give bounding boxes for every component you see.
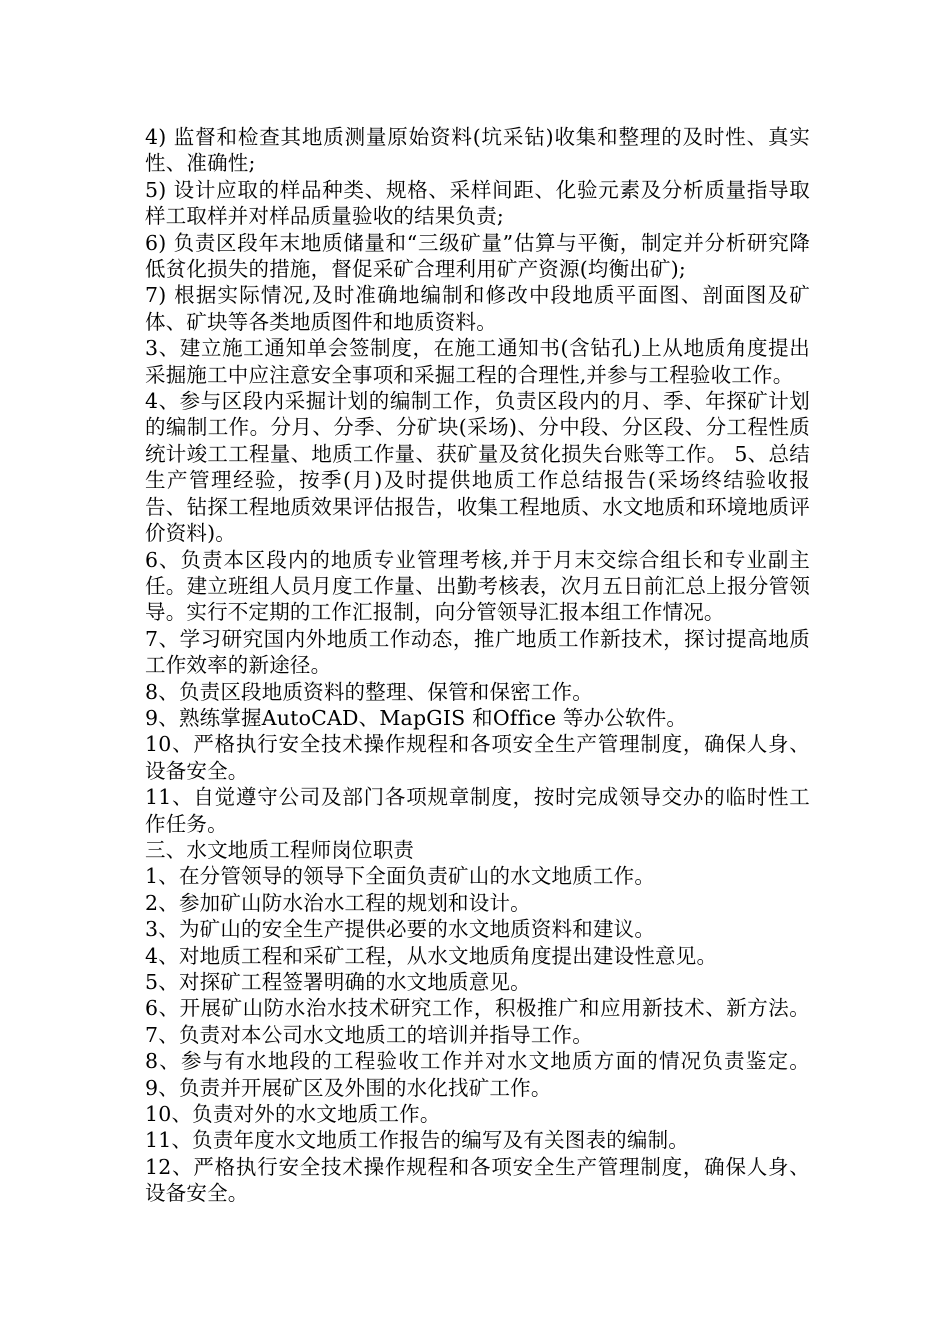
paragraph-4-supervise-survey: 4) 监督和检查其地质测量原始资料(坑采钻)收集和整理的及时性、真实性、准确性; [145, 125, 810, 176]
paragraph-3-construction-notice: 3、建立施工通知单会签制度，在施工通知书(含钻孔)上从地质角度提出采掘施工中应注意安全事项和采掘工程的合理性,并参与工程验收工作。 [145, 336, 810, 387]
hydro-item-11: 11、负责年度水文地质工作报告的编写及有关图表的编制。 [145, 1128, 689, 1153]
paragraph-7-geologic-maps: 7) 根据实际情况,及时准确地编制和修改中段地质平面图、剖面图及矿体、矿块等各类地质图件和地质资料。 [145, 283, 810, 334]
document-body [145, 124, 810, 1207]
paragraph-6-assessment: 6、负责本区段内的地质专业管理考核,并于月末交综合组长和专业副主任。建立班组人员月度工作量、出勤考核表，次月五日前汇总上报分管领导。实行不定期的工作汇报制，向分管领导汇报本组工作情况。 [145, 547, 810, 625]
hydro-item-6-7: 6、开展矿山防水治水技术研究工作，积极推广和应用新技术、新方法。 7、负责对本公司水文地质工的培训并指导工作。 [145, 996, 810, 1047]
paragraph-11-rules: 11、自觉遵守公司及部门各项规章制度，按时完成领导交办的临时性工作任务。 [145, 785, 810, 836]
hydro-item-2: 2、参加矿山防水治水工程的规划和设计。 [145, 890, 531, 915]
hydro-item-3: 3、为矿山的安全生产提供必要的水文地质资料和建议。 [145, 917, 656, 942]
paragraph-7-research: 7、学习研究国内外地质工作动态，推广地质工作新技术，探讨提高地质工作效率的新途径。 [145, 626, 810, 678]
hydro-item-8-9: 8、参与有水地段的工程验收工作并对水文地质方面的情况负责鉴定。 9、负责并开展矿区及外围的水化找矿工作。 [145, 1049, 810, 1100]
hydro-item-4: 4、对地质工程和采矿工程，从水文地质角度提出建设性意见。 [145, 943, 718, 968]
paragraph-4-mining-plan: 4、参与区段内采掘计划的编制工作，负责区段内的月、季、年探矿计划的编制工作。分月、分季、分矿块(采场)、分中段、分区段、分工程性质统计竣工工程量、地质工作量、获矿量及贫化损失台账等工作。 5、总结生产管理经验，按季(月)及时提供地质工作总结报告(采场终结验收报告、钻探工程地质效果评估报告，收集工程地质、水文地质和环境地质评价资料)。 [145, 389, 810, 546]
hydro-item-12: 12、严格执行安全技术操作规程和各项安全生产管理制度，确保人身、设备安全。 [145, 1154, 810, 1206]
hydro-item-5: 5、对探矿工程签署明确的水文地质意见。 [145, 970, 531, 994]
paragraph-8-records: 8、负责区段地质资料的整理、保管和保密工作。 [145, 679, 593, 704]
hydro-item-1: 1、在分管领导的领导下全面负责矿山的水文地质工作。 [145, 864, 656, 889]
paragraph-10-safety: 10、严格执行安全技术操作规程和各项安全生产管理制度，确保人身、设备安全。 [145, 732, 810, 783]
paragraph-5-sampling-design: 5) 设计应取的样品种类、规格、采样间距、化验元素及分析质量指导取样工取样并对样品质量验收的结果负责; [145, 177, 810, 229]
paragraph-9-software: 9、熟练掌握AutoCAD、MapGIS 和Office 等办公软件。 [145, 705, 688, 730]
section-heading-hydrogeology: 三、水文地质工程师岗位职责 [145, 837, 415, 862]
hydro-item-10: 10、负责对外的水文地质工作。 [145, 1102, 441, 1127]
paragraph-6-reserves-estimation: 6) 负责区段年末地质储量和“三级矿量”估算与平衡，制定并分析研究降低贫化损失的措施，督促采矿合理利用矿产资源(均衡出矿); [145, 230, 810, 282]
